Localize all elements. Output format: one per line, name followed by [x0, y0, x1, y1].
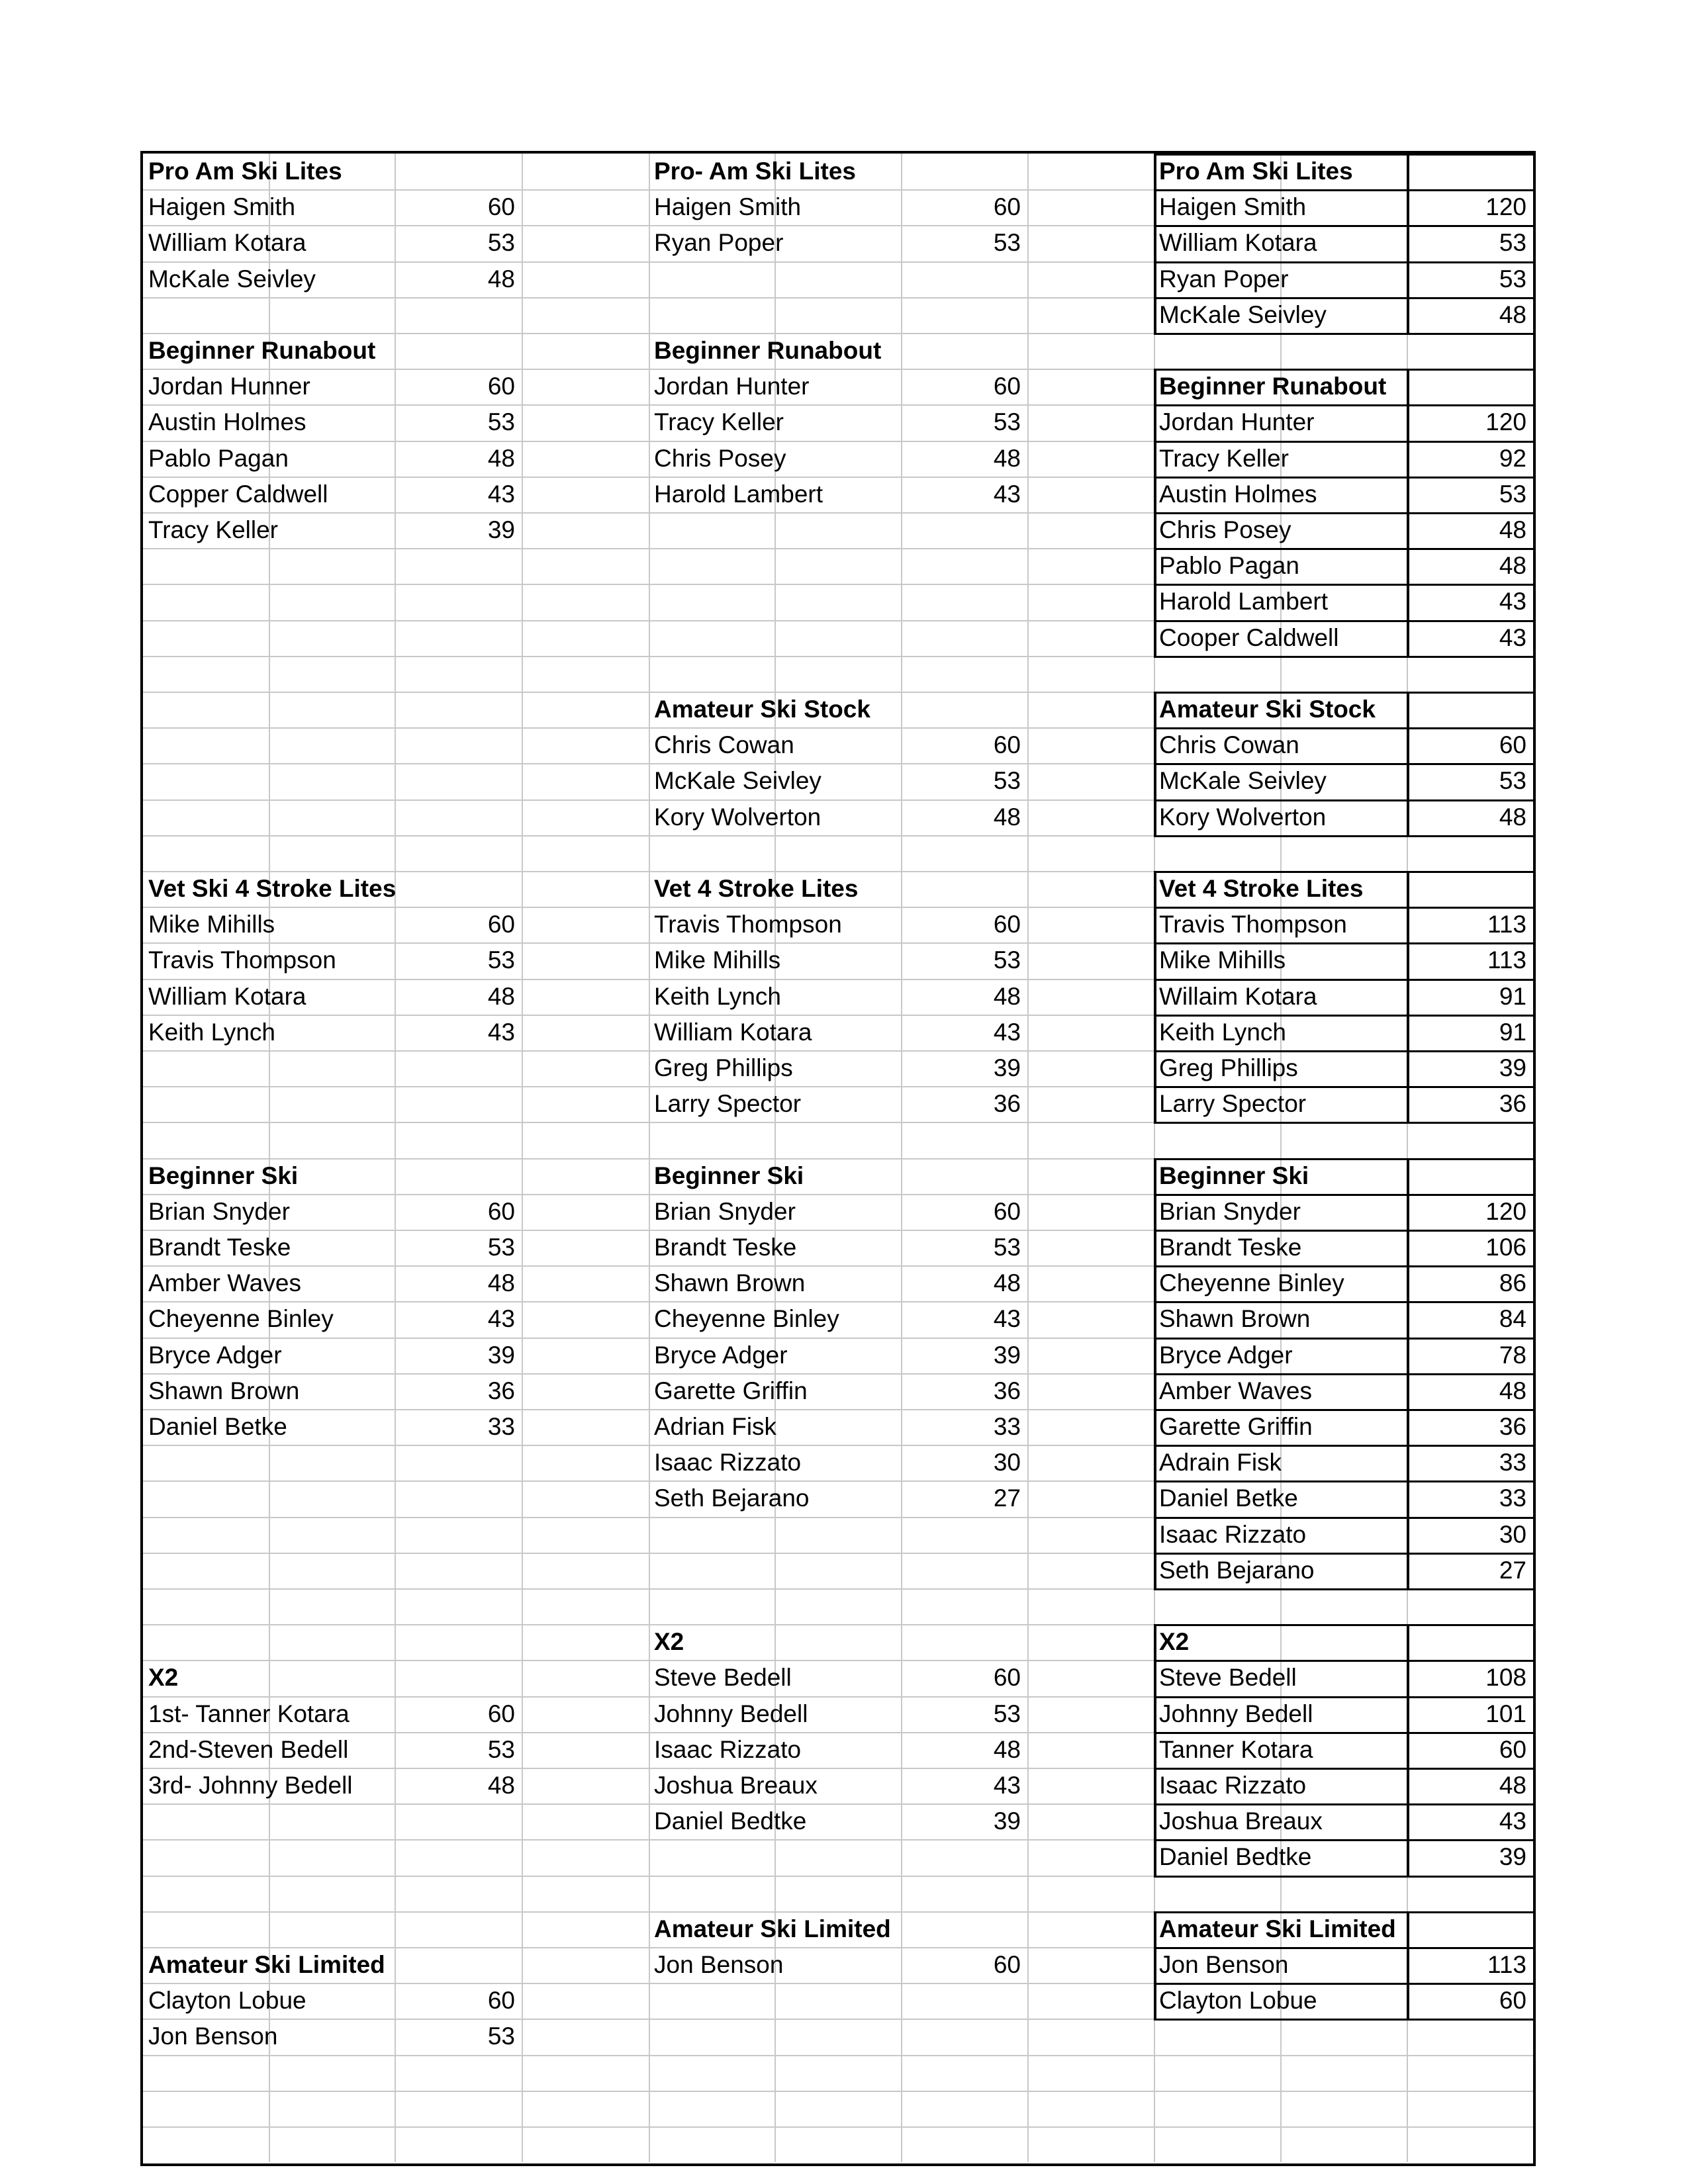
rider-name: Amber Waves	[1159, 1377, 1312, 1404]
points-value: 53	[993, 1700, 1021, 1727]
points-value: 60	[487, 373, 515, 400]
rider-name: Mike Mihills	[1159, 946, 1286, 974]
points-value: 53	[487, 229, 515, 256]
rider-name: 1st- Tanner Kotara	[148, 1700, 350, 1727]
rider-name: Tracy Keller	[148, 516, 279, 543]
rider-name: Ryan Poper	[654, 229, 784, 256]
points-value: 60	[993, 1198, 1021, 1225]
class-heading: Amateur Ski Stock	[654, 696, 870, 723]
points-value: 60	[993, 373, 1021, 400]
points-value: 53	[993, 408, 1021, 435]
class-heading: Amateur Ski Limited	[1159, 1915, 1396, 1942]
rider-name: Greg Phillips	[654, 1054, 793, 1081]
points-value: 53	[1499, 480, 1526, 508]
rider-name: 3rd- Johnny Bedell	[148, 1772, 353, 1799]
rider-name: Daniel Bedtke	[1159, 1843, 1312, 1870]
class-heading: Amateur Ski Limited	[654, 1915, 891, 1942]
points-value: 53	[487, 1234, 515, 1261]
points-value: 53	[487, 408, 515, 435]
rider-name: Pablo Pagan	[148, 445, 289, 472]
rider-name: Ryan Poper	[1159, 265, 1289, 293]
class-heading: Amateur Ski Stock	[1159, 696, 1376, 723]
rider-name: Seth Bejarano	[1159, 1557, 1315, 1584]
points-value: 60	[993, 731, 1021, 758]
points-value: 48	[1499, 1377, 1526, 1404]
points-value: 39	[487, 1342, 515, 1369]
points-value: 113	[1487, 946, 1526, 974]
rider-name: Haigen Smith	[654, 193, 802, 220]
points-value: 113	[1487, 911, 1526, 938]
rider-name: Jordan Hunner	[148, 373, 310, 400]
points-value: 120	[1485, 1198, 1526, 1225]
points-value: 43	[993, 1772, 1021, 1799]
points-value: 39	[1499, 1054, 1526, 1081]
rider-name: 2nd-Steven Bedell	[148, 1736, 349, 1763]
rider-name: Cheyenne Binley	[148, 1305, 334, 1332]
rider-name: William Kotara	[148, 229, 306, 256]
rider-name: Adrain Fisk	[1159, 1449, 1282, 1476]
points-value: 60	[487, 1700, 515, 1727]
rider-name: Chris Posey	[654, 445, 786, 472]
points-value: 108	[1485, 1664, 1526, 1691]
rider-name: Amber Waves	[148, 1269, 301, 1297]
rider-name: Keith Lynch	[654, 983, 781, 1010]
rider-name: Cheyenne Binley	[654, 1305, 839, 1332]
rider-name: Clayton Lobue	[1159, 1987, 1317, 2014]
rider-name: Travis Thompson	[148, 946, 336, 974]
points-value: 48	[487, 1772, 515, 1799]
rider-name: Chris Posey	[1159, 516, 1291, 543]
rider-name: William Kotara	[1159, 229, 1317, 256]
rider-name: Travis Thompson	[654, 911, 842, 938]
rider-name: Kory Wolverton	[654, 803, 821, 831]
rider-name: Seth Bejarano	[654, 1484, 810, 1512]
class-heading: Pro Am Ski Lites	[1159, 158, 1353, 185]
points-value: 60	[993, 911, 1021, 938]
rider-name: Kory Wolverton	[1159, 803, 1327, 831]
points-value: 60	[1499, 1736, 1526, 1763]
points-value: 39	[993, 1807, 1021, 1835]
rider-name: Clayton Lobue	[148, 1987, 306, 2014]
rider-name: Shawn Brown	[654, 1269, 806, 1297]
class-heading: Beginner Runabout	[148, 337, 376, 364]
points-value: 48	[1499, 803, 1526, 831]
rider-name: Larry Spector	[1159, 1090, 1307, 1117]
rider-name: Daniel Bedtke	[654, 1807, 807, 1835]
rider-name: Isaac Rizzato	[1159, 1772, 1307, 1799]
points-value: 84	[1499, 1305, 1526, 1332]
rider-name: Jon Benson	[148, 2023, 278, 2050]
points-value: 48	[993, 1736, 1021, 1763]
rider-name: Shawn Brown	[1159, 1305, 1311, 1332]
rider-name: Tracy Keller	[1159, 445, 1289, 472]
rider-name: Brian Snyder	[654, 1198, 796, 1225]
points-value: 36	[487, 1377, 515, 1404]
rider-name: Daniel Betke	[148, 1413, 287, 1440]
rider-name: Brandt Teske	[1159, 1234, 1302, 1261]
points-value: 53	[993, 1234, 1021, 1261]
rider-name: Joshua Breaux	[1159, 1807, 1323, 1835]
rider-name: Steve Bedell	[654, 1664, 792, 1691]
rider-name: Brian Snyder	[1159, 1198, 1301, 1225]
rider-name: Keith Lynch	[1159, 1019, 1286, 1046]
points-value: 53	[487, 946, 515, 974]
rider-name: Willaim Kotara	[1159, 983, 1317, 1010]
points-value: 60	[487, 911, 515, 938]
points-value: 48	[1499, 1772, 1526, 1799]
points-value: 101	[1485, 1700, 1526, 1727]
points-value: 43	[993, 480, 1021, 508]
points-value: 43	[993, 1305, 1021, 1332]
points-value: 43	[487, 480, 515, 508]
points-value: 33	[487, 1413, 515, 1440]
rider-name: Austin Holmes	[1159, 480, 1317, 508]
points-value: 43	[1499, 1807, 1526, 1835]
rider-name: Copper Caldwell	[148, 480, 328, 508]
points-value: 36	[1499, 1090, 1526, 1117]
class-heading: Vet 4 Stroke Lites	[654, 875, 859, 902]
rider-name: McKale Seivley	[1159, 301, 1327, 328]
class-heading: Beginner Ski	[654, 1162, 804, 1189]
points-value: 60	[993, 193, 1021, 220]
points-value: 33	[1499, 1449, 1526, 1476]
class-heading: Amateur Ski Limited	[148, 1951, 385, 1978]
points-value: 39	[993, 1342, 1021, 1369]
points-value: 120	[1485, 408, 1526, 435]
points-value: 92	[1499, 445, 1526, 472]
rider-name: Brandt Teske	[654, 1234, 797, 1261]
rider-name: Isaac Rizzato	[654, 1736, 802, 1763]
points-value: 113	[1487, 1951, 1526, 1978]
points-value: 60	[1499, 1987, 1526, 2014]
rider-name: Pablo Pagan	[1159, 552, 1299, 579]
points-value: 106	[1485, 1234, 1526, 1261]
points-value: 53	[487, 1736, 515, 1763]
rider-name: Johnny Bedell	[1159, 1700, 1313, 1727]
points-value: 27	[993, 1484, 1021, 1512]
rider-name: Haigen Smith	[1159, 193, 1307, 220]
rider-name: McKale Seivley	[1159, 767, 1327, 794]
rider-name: Garette Griffin	[1159, 1413, 1313, 1440]
rider-name: Brandt Teske	[148, 1234, 291, 1261]
points-value: 27	[1499, 1557, 1526, 1584]
points-value: 60	[1499, 731, 1526, 758]
rider-name: Harold Lambert	[1159, 588, 1329, 615]
points-value: 48	[487, 265, 515, 293]
points-value: 36	[1499, 1413, 1526, 1440]
rider-name: Larry Spector	[654, 1090, 802, 1117]
points-value: 60	[487, 1198, 515, 1225]
rider-name: William Kotara	[654, 1019, 812, 1046]
points-value: 36	[993, 1377, 1021, 1404]
rider-name: Steve Bedell	[1159, 1664, 1297, 1691]
points-value: 53	[1499, 265, 1526, 293]
rider-name: Adrian Fisk	[654, 1413, 777, 1440]
points-value: 30	[1499, 1521, 1526, 1548]
class-heading: Vet 4 Stroke Lites	[1159, 875, 1364, 902]
points-value: 78	[1499, 1342, 1526, 1369]
rider-name: Brian Snyder	[148, 1198, 290, 1225]
points-value: 53	[1499, 229, 1526, 256]
rider-name: Garette Griffin	[654, 1377, 808, 1404]
class-heading: X2	[1159, 1628, 1190, 1655]
points-value: 48	[1499, 301, 1526, 328]
points-value: 48	[1499, 552, 1526, 579]
points-value: 60	[487, 1987, 515, 2014]
class-heading: X2	[654, 1628, 684, 1655]
points-value: 48	[993, 1269, 1021, 1297]
rider-name: Mike Mihills	[148, 911, 275, 938]
points-value: 48	[993, 983, 1021, 1010]
rider-name: Haigen Smith	[148, 193, 296, 220]
points-value: 33	[1499, 1484, 1526, 1512]
rider-name: Bryce Adger	[654, 1342, 788, 1369]
points-value: 60	[993, 1664, 1021, 1691]
rider-name: Jordan Hunter	[654, 373, 810, 400]
rider-name: Chris Cowan	[1159, 731, 1299, 758]
rider-name: Greg Phillips	[1159, 1054, 1298, 1081]
rider-name: Isaac Rizzato	[654, 1449, 802, 1476]
rider-name: McKale Seivley	[148, 265, 316, 293]
rider-name: Bryce Adger	[1159, 1342, 1293, 1369]
points-value: 36	[993, 1090, 1021, 1117]
points-value: 48	[993, 445, 1021, 472]
rider-name: Austin Holmes	[148, 408, 306, 435]
rider-name: Jon Benson	[654, 1951, 784, 1978]
cell-area	[143, 154, 1533, 2163]
rider-name: Travis Thompson	[1159, 911, 1347, 938]
class-heading: Beginner Runabout	[654, 337, 882, 364]
points-value: 43	[487, 1019, 515, 1046]
rider-name: Tracy Keller	[654, 408, 784, 435]
rider-name: Mike Mihills	[654, 946, 781, 974]
points-value: 43	[993, 1019, 1021, 1046]
rider-name: Johnny Bedell	[654, 1700, 808, 1727]
rider-name: Shawn Brown	[148, 1377, 300, 1404]
standings-sheet	[140, 151, 1536, 2166]
rider-name: Chris Cowan	[654, 731, 794, 758]
points-value: 48	[1499, 516, 1526, 543]
points-value: 33	[993, 1413, 1021, 1440]
class-heading: Pro- Am Ski Lites	[654, 158, 856, 185]
points-value: 53	[1499, 767, 1526, 794]
class-heading: Beginner Ski	[148, 1162, 299, 1189]
class-heading: Vet Ski 4 Stroke Lites	[148, 875, 397, 902]
points-value: 48	[487, 445, 515, 472]
rider-name: Cheyenne Binley	[1159, 1269, 1344, 1297]
points-value: 48	[487, 983, 515, 1010]
rider-name: William Kotara	[148, 983, 306, 1010]
points-value: 48	[993, 803, 1021, 831]
points-value: 53	[993, 229, 1021, 256]
points-value: 53	[487, 2023, 515, 2050]
rider-name: Cooper Caldwell	[1159, 624, 1339, 651]
rider-name: Jordan Hunter	[1159, 408, 1315, 435]
class-heading: Pro Am Ski Lites	[148, 158, 342, 185]
rider-name: Keith Lynch	[148, 1019, 275, 1046]
points-value: 43	[1499, 588, 1526, 615]
points-value: 39	[993, 1054, 1021, 1081]
points-value: 60	[993, 1951, 1021, 1978]
rider-name: Joshua Breaux	[654, 1772, 818, 1799]
rider-name: Bryce Adger	[148, 1342, 282, 1369]
rider-name: Daniel Betke	[1159, 1484, 1298, 1512]
rider-name: Isaac Rizzato	[1159, 1521, 1307, 1548]
rider-name: Jon Benson	[1159, 1951, 1289, 1978]
points-value: 43	[1499, 624, 1526, 651]
points-value: 39	[487, 516, 515, 543]
rider-name: Harold Lambert	[654, 480, 823, 508]
points-value: 53	[993, 767, 1021, 794]
class-heading: X2	[148, 1664, 179, 1691]
points-value: 43	[487, 1305, 515, 1332]
rider-name: Tanner Kotara	[1159, 1736, 1313, 1763]
points-value: 91	[1499, 983, 1526, 1010]
points-value: 86	[1499, 1269, 1526, 1297]
points-value: 30	[993, 1449, 1021, 1476]
points-value: 39	[1499, 1843, 1526, 1870]
class-heading: Beginner Ski	[1159, 1162, 1309, 1189]
points-value: 91	[1499, 1019, 1526, 1046]
rider-name: McKale Seivley	[654, 767, 821, 794]
points-value: 48	[487, 1269, 515, 1297]
points-value: 53	[993, 946, 1021, 974]
points-value: 60	[487, 193, 515, 220]
points-value: 120	[1485, 193, 1526, 220]
class-heading: Beginner Runabout	[1159, 373, 1387, 400]
